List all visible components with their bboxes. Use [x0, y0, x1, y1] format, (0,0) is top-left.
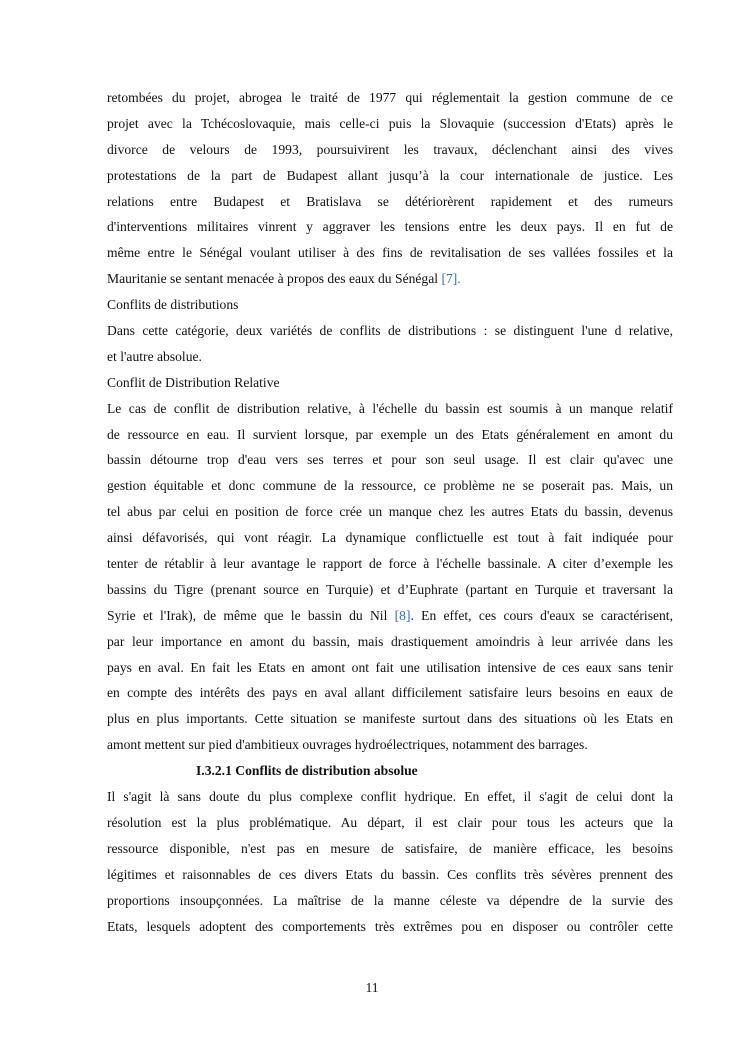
section-heading: Conflit de Distribution Relative — [107, 374, 280, 390]
text-line: pays en aval. En fait les Etats en amont ont fait une utilisation intensive de ces eaux sans tenir — [107, 659, 673, 675]
text-line: bassins du Tigre (prenant source en Turquie) et d’Euphrate (partant en Turquie et traversant la — [107, 581, 673, 597]
text-fragment: Syrie et l'Irak), de même que le bassin du Nil — [107, 607, 395, 623]
text-line: proportions insoupçonnées. La maîtrise de la manne céleste va dépendre de la survie des — [107, 892, 673, 908]
text-line: d'interventions militaires vinrent y aggraver les tensions entre les deux pays. Il en fut de — [107, 219, 673, 235]
document-body — [107, 85, 673, 939]
text-line — [107, 603, 673, 629]
text-line — [107, 266, 673, 292]
text-line: tenter de rétablir à leur avantage le rapport de force à l'échelle bassinale. A citer d’exemple les — [107, 556, 673, 572]
text-line: plus en plus importants. Cette situation se manifeste surtout dans des situations où les Etats en — [107, 711, 673, 727]
text-line: relations entre Budapest et Bratislava se détériorèrent rapidement et des rumeurs — [107, 193, 673, 209]
text-line: résolution est la plus problématique. Au départ, il est clair pour tous les acteurs que la — [107, 814, 673, 830]
paragraph-1 — [107, 85, 673, 292]
text-line: légitimes et raisonnables de ces divers Etats du bassin. Ces conflits très sévères prennent des — [107, 866, 673, 882]
paragraph-4 — [107, 784, 673, 939]
text-line: même entre le Sénégal voulant utiliser à des fins de revitalisation de ses vallées fossiles et la — [107, 245, 673, 261]
text-line: Il s'agit là sans doute du plus complexe conflit hydrique. En effet, il s'agit de celui dont la — [107, 789, 673, 805]
text-line: protestations de la part de Budapest allant jusqu’à la cour internationale de justice. Les — [107, 167, 673, 183]
section-heading: Conflits de distributions — [107, 297, 239, 313]
text-line: gestion équitable et donc commune de la ressource, ce problème ne se poserait pas. Mais, un — [107, 478, 673, 494]
text-line: Le cas de conflit de distribution relative, à l'échelle du bassin est soumis à un manque relatif — [107, 400, 673, 416]
text-line: par leur importance en amont du bassin, mais drastiquement amoindris à leur arrivée dans les — [107, 633, 673, 649]
text-fragment: Mauritanie se sentant menacée à propos des eaux du Sénégal — [107, 271, 442, 287]
paragraph-3 — [107, 396, 673, 758]
text-line: Etats, lesquels adoptent des comportements très extrêmes pou en disposer ou contrôler cette — [107, 918, 673, 934]
text-line: en compte des intérêts des pays en aval allant difficilement satisfaire leurs besoins en eaux de — [107, 685, 673, 701]
text-line: bassin détourne trop d'eau vers ses terres et pour son seul usage. Il est clair qu'avec une — [107, 452, 673, 468]
text-line: retombées du projet, abrogea le traité de 1977 qui réglementait la gestion commune de ce — [107, 90, 673, 105]
text-line: ressource disponible, n'est pas en mesure de satisfaire, de manière efficace, les besoins — [107, 840, 673, 856]
citation-link[interactable]: [7]. — [441, 271, 461, 287]
text-line: divorce de velours de 1993, poursuivirent les travaux, déclenchant ainsi des vives — [107, 141, 673, 157]
text-line: projet avec la Tchécoslovaquie, mais celle-ci puis la Slovaquie (succession d'Etats) après le — [107, 115, 673, 131]
text-line: de ressource en eau. Il survient lorsque, par exemple un des Etats généralement en amont du — [107, 426, 673, 442]
text-line: ainsi défavorisés, qui vont réagir. La dynamique conflictuelle est tout à fait indiquée pour — [107, 530, 673, 546]
text-fragment: . En effet, ces cours d'eaux se caractérisent, — [410, 607, 673, 623]
text-line: Dans cette catégorie, deux variétés de conflits de distributions : se distinguent l'une d relative, — [107, 323, 673, 339]
subsection-heading: I.3.2.1 Conflits de distribution absolue — [196, 763, 418, 779]
paragraph-2 — [107, 318, 673, 370]
citation-link[interactable]: [8] — [394, 607, 411, 623]
text-line: amont mettent sur pied d'ambitieux ouvrages hydroélectriques, notamment des barrages. — [107, 737, 588, 753]
text-line: tel abus par celui en position de force crée un manque chez les autres Etats du bassin, devenus — [107, 504, 673, 520]
page-number: 11 — [365, 980, 379, 995]
text-line: et l'autre absolue. — [107, 348, 202, 364]
